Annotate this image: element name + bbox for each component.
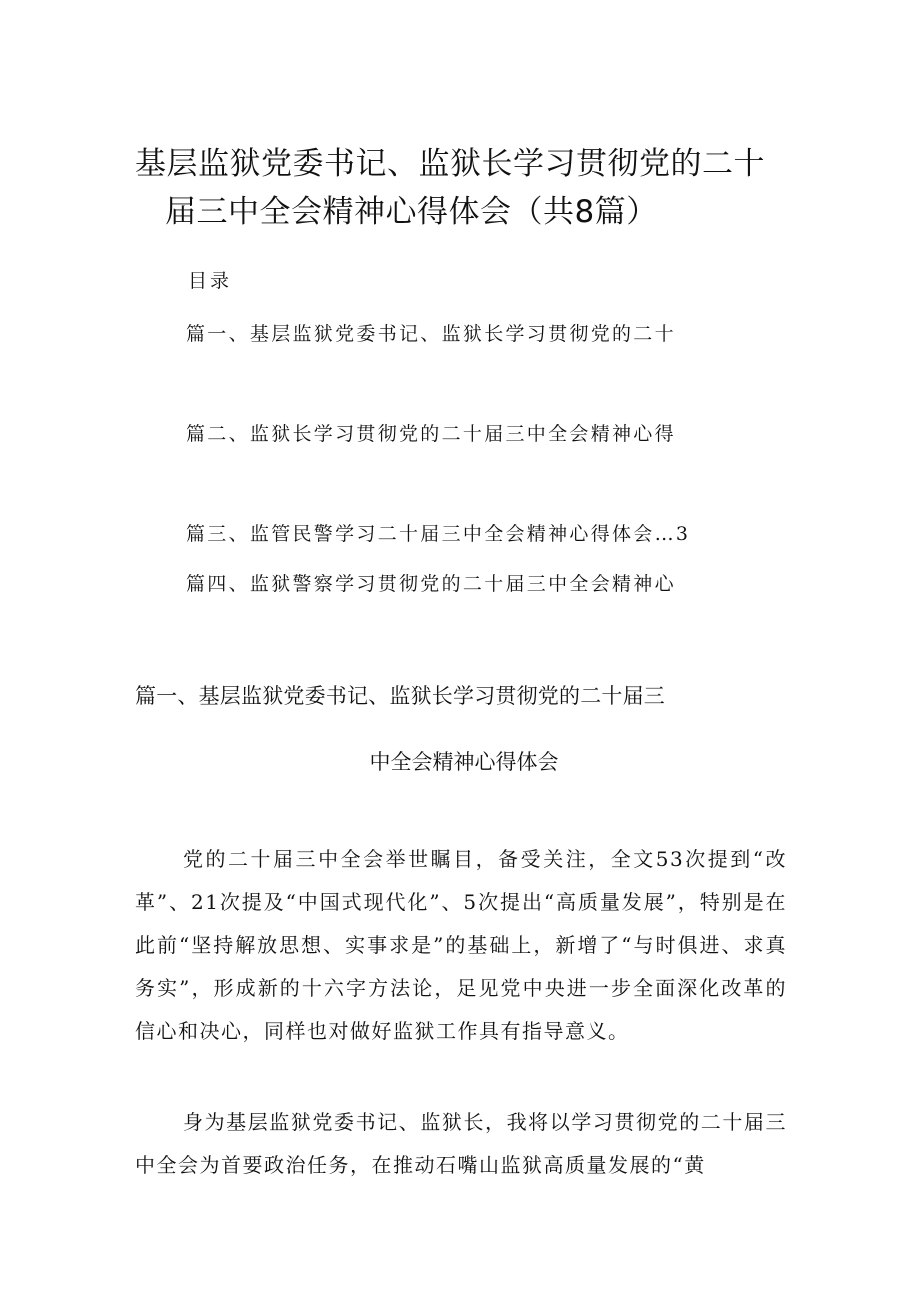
toc-item[interactable]: 篇二、监狱长学习贯彻党的二十届三中全会精神心得: [186, 423, 676, 445]
title-line-2: 届三中全会精神心得体会（共8篇）: [165, 194, 658, 230]
toc-item[interactable]: 篇三、监管民警学习二十届三中全会精神心得体会…3: [186, 523, 691, 545]
body-paragraph: 党的二十届三中全会举世瞩目，备受关注，全文53次提到“改革”、21次提及“中国式现代化”、5次提出“高质量发展”，特别是在此前“坚持解放思想、实事求是”的基础上，新增了“与时俱进、求真务实”，形成新的十六字方法论，足见党中央进一步全面深化改革的信心和决心，同样也对做好监狱工作具有指导意义。: [135, 847, 787, 1043]
section-subheading: 中全会精神心得体会: [369, 750, 559, 774]
document-title: [135, 140, 815, 236]
section-heading: 篇一、基层监狱党委书记、监狱长学习贯彻党的二十届三: [135, 684, 665, 708]
toc-heading: 目录: [188, 270, 233, 292]
toc-item[interactable]: 篇一、基层监狱党委书记、监狱长学习贯彻党的二十: [186, 323, 676, 345]
title-line-1: 基层监狱党委书记、监狱长学习贯彻党的二十: [135, 146, 765, 182]
toc-item[interactable]: 篇四、监狱警察学习贯彻党的二十届三中全会精神心: [186, 573, 676, 595]
body-paragraph: 身为基层监狱党委书记、监狱长，我将以学习贯彻党的二十届三中全会为首要政治任务，在推动石嘴山监狱高质量发展的“黄: [135, 1110, 787, 1177]
